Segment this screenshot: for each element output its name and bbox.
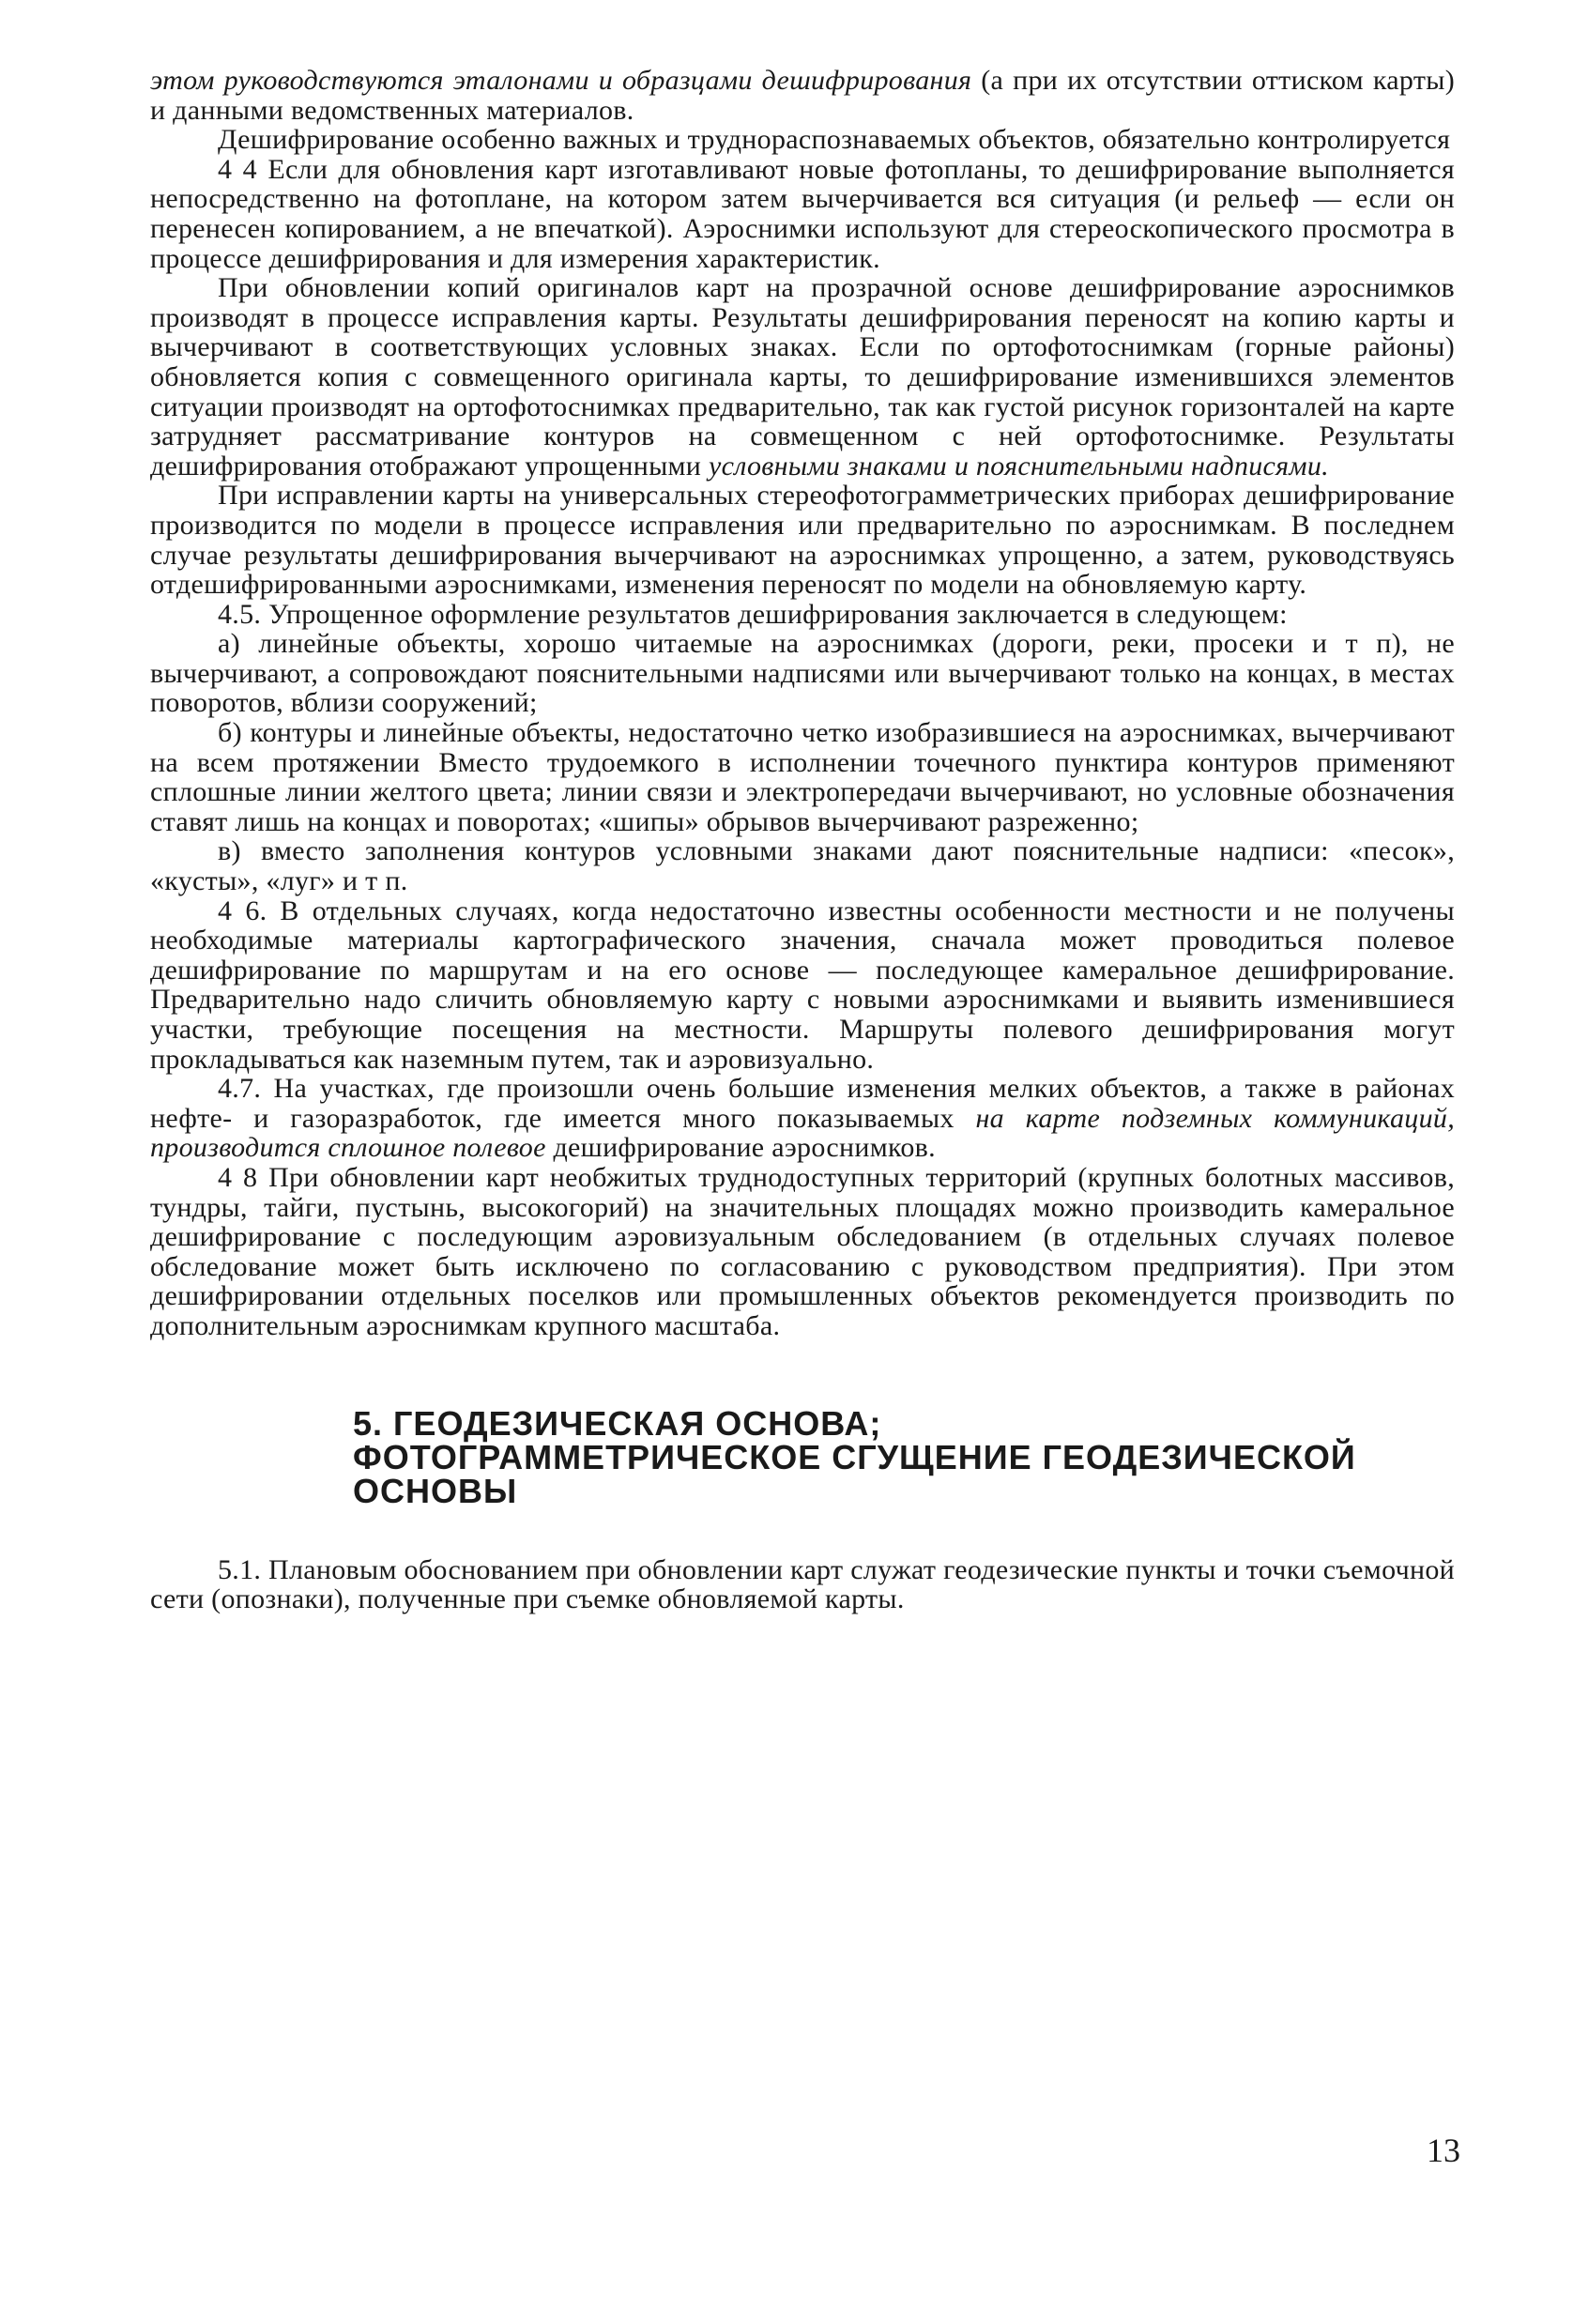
paragraph-4-main: При обновлении копий оригиналов карт на прозрачной основе дешифрирование аэроснимков производят в процессе исправления карты. Результаты дешифрирования переносят на копию карты и вычерчивают в соответствующих условных знаках. Если по ортофотоснимкам (горные районы) обновляется копия с совмещенного оригинала карты, то дешифрирование изменившихся элементов ситуации производят на ортофотоснимках предварительно, так как густой рисунок горизонталей на карте затрудняет рассматривание контуров на совмещенном с ней ортофотоснимке. Результаты дешифрирования отображают упрощенными	[150, 272, 1455, 482]
section-heading-line-2: ФОТОГРАММЕТРИЧЕСКОЕ СГУЩЕНИЕ ГЕОДЕЗИЧЕСКОЙ	[353, 1437, 1356, 1476]
section-heading-line-1: 5. ГЕОДЕЗИЧЕСКАЯ ОСНОВА;	[353, 1403, 882, 1443]
page-number: 13	[1427, 2132, 1460, 2169]
section-heading	[353, 1403, 1455, 1510]
paragraph-11-a: 4.7. На участках, где произошли очень большие изменения мелких объектов, а также в районах нефте- и газоразработок, где имеется много показываемых	[150, 1073, 1455, 1134]
paragraph-1-rest: (а при их отсутствии оттиском карты) и данными ведомственных материалов.	[150, 65, 1455, 126]
paragraph-13: 5.1. Плановым обоснованием при обновлении карт служат геодезические пункты и точки съемочной сети (опознаки), полученные при съемке обновляемой карты.	[150, 1553, 1455, 1615]
paragraph-11-b: дешифрирование аэроснимков.	[545, 1132, 936, 1164]
paragraph-11-italic: на карте подземных коммуникаций, производится сплошное полевое	[150, 1102, 1455, 1164]
paragraph-4	[150, 273, 1455, 481]
section-heading-line-3: ОСНОВЫ	[353, 1471, 518, 1510]
paragraph-12: 4 8 При обновлении карт необжитых труднодоступных территорий (крупных болотных массивов, тундры, тайги, пустынь, высокогорий) на значительных площадях можно производить камеральное дешифрирование с последующим аэровизуальным обследованием (в отдельных случаях полевое обследование может быть исключено по согласованию с руководством предприятия). При этом дешифрировании отдельных поселков или промышленных объектов рекомендуется производить по дополнительным аэроснимкам крупного масштаба.	[150, 1161, 1455, 1341]
paragraph-2: Дешифрирование особенно важных и труднораспознаваемых объектов, обязательно контролируется	[218, 124, 1451, 156]
paragraph-9: в) вместо заполнения контуров условными знаками дают пояснительные надписи: «песок», «кусты», «луг» и т п.	[150, 835, 1455, 897]
paragraph-10: 4 6. В отдельных случаях, когда недостаточно известны особенности местности и не получены необходимые материалы картографического значения, сначала может проводиться полевое дешифрирование по маршрутам и на его основе — последующее камеральное дешифрирование. Предварительно надо сличить обновляемую карту с новыми аэроснимками и выявить изменившиеся участки, требующие посещения на местности. Маршруты полевого дешифрирования могут прокладываться как наземным путем, так и аэровизуально.	[150, 894, 1455, 1075]
paragraph-4-italic: условными знаками и пояснительными надписями.	[708, 450, 1329, 482]
paragraph-1-italic: этом руководствуются эталонами и образцами дешифрирования	[150, 65, 972, 96]
page-body	[150, 66, 1455, 1614]
paragraph-7: а) линейные объекты, хорошо читаемые на аэроснимках (дороги, реки, просеки и т п), не вычерчивают, а сопровождают пояснительными надписями или вычерчивают только на концах, в местах поворотов, вблизи сооружений;	[150, 628, 1455, 719]
paragraph-6: 4.5. Упрощенное оформление результатов дешифрирования заключается в следующем:	[218, 598, 1288, 630]
paragraph-3: 4 4 Если для обновления карт изготавливают новые фотопланы, то дешифрирование выполняется непосредственно на фотоплане, на котором затем вычерчивается вся ситуация (и рельеф — если он перенесен копированием, а не впечаткой). Аэроснимки используют для стереоскопического просмотра в процессе дешифрирования и для измерения характеристик.	[150, 153, 1455, 274]
paragraph-5: При исправлении карты на универсальных стереофотограмметрических приборах дешифрирование производится по модели в процессе исправления или предварительно по аэроснимкам. В последнем случае результаты дешифрирования вычерчивают на аэроснимках упрощенно, а затем, руководствуясь отдешифрированными аэроснимками, изменения переносят по модели на обновляемую карту.	[150, 480, 1455, 601]
paragraph-1	[150, 66, 1455, 125]
paragraph-8: б) контуры и линейные объекты, недостаточно четко изобразившиеся на аэроснимках, вычерчивают на всем протяжении Вместо трудоемкого в исполнении точечного пунктира контуров применяют сплошные линии желтого цвета; линии связи и электропередачи вычерчивают, но условные обозначения ставят лишь на концах и поворотах; «шипы» обрывов вычерчивают разреженно;	[150, 717, 1455, 837]
paragraph-11	[150, 1074, 1455, 1163]
